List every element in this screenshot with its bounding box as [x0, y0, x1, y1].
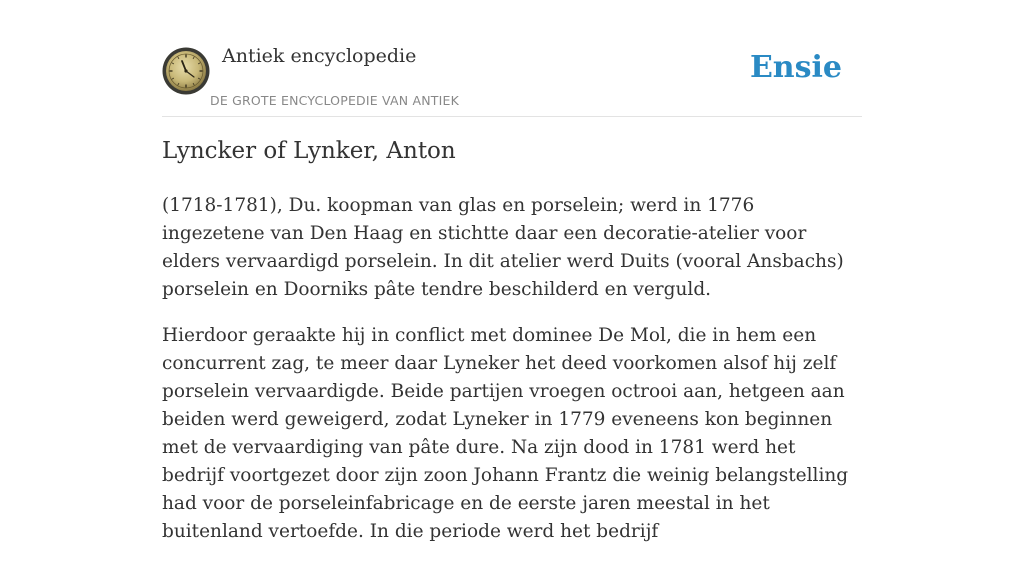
clock-icon[interactable]	[162, 47, 210, 95]
article-title: Lyncker of Lynker, Anton	[162, 138, 456, 164]
article-body	[162, 192, 862, 564]
site-header	[162, 0, 862, 117]
site-subtitle: DE GROTE ENCYCLOPEDIE VAN ANTIEK	[210, 93, 459, 108]
brand-logo[interactable]: Ensie	[749, 50, 842, 85]
article-paragraph: (1718-1781), Du. koopman van glas en porselein; werd in 1776 ingezetene van Den Haag en stichtte daar een decoratie-atelier voor elders vervaardigd porselein. In dit atelier werd Duits (vooral Ansbachs) porselein en Doorniks pâte tendre beschilderd en verguld.	[162, 195, 844, 300]
site-title[interactable]: Antiek encyclopedie	[222, 45, 417, 67]
article-paragraph: Hierdoor geraakte hij in conflict met dominee De Mol, die in hem een concurrent zag, te meer daar Lyneker het deed voorkomen alsof hij zelf porselein vervaardigde. Beide partijen vroegen octrooi aan, hetgeen aan beiden werd geweigerd, zodat Lyneker in 1779 eveneens kon beginnen met de vervaardiging van pâte dure. Na zijn dood in 1781 werd het bedrijf voortgezet door zijn zoon Johann Frantz die weinig belangstelling had voor de porseleinfabricage en de eerste jaren meestal in het buitenland vertoefde. In die periode werd het bedrijf	[162, 325, 849, 542]
